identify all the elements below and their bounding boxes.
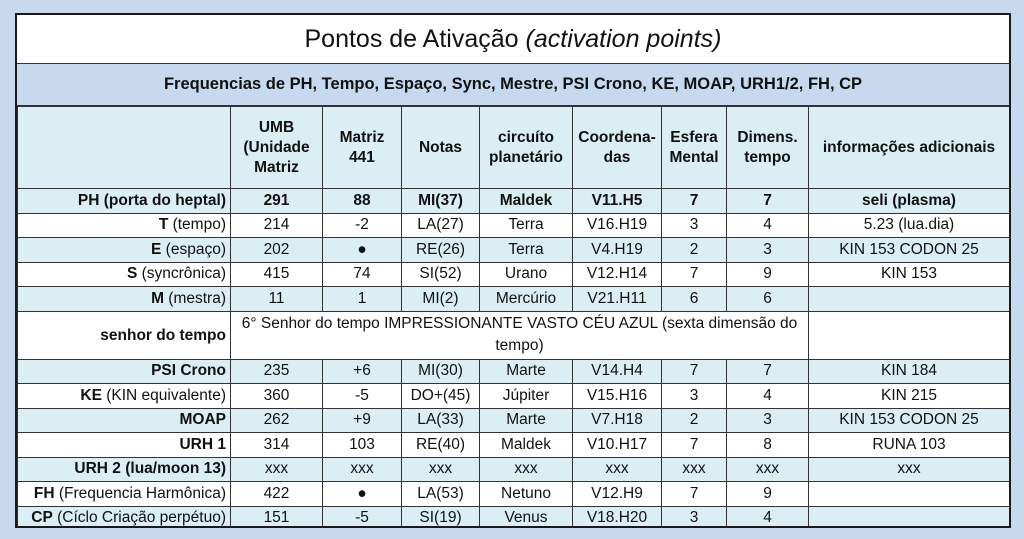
row-label-rest: (mestra) — [164, 289, 226, 307]
cell-umb: 360 — [231, 384, 323, 409]
senhor-row — [18, 311, 1010, 359]
cell-matriz: -5 — [323, 384, 402, 409]
cell-coord: V21.H11 — [573, 287, 662, 312]
row-label — [18, 213, 231, 238]
cell-matriz: 1 — [323, 287, 402, 312]
table-row — [18, 384, 1010, 409]
cell-dimens: 9 — [727, 482, 809, 507]
table-row — [18, 506, 1010, 528]
cell-matriz: -5 — [323, 506, 402, 528]
table-row — [18, 262, 1010, 287]
cell-umb: 314 — [231, 433, 323, 458]
cell-notas: MI(30) — [402, 359, 480, 384]
cell-notas: SI(19) — [402, 506, 480, 528]
cell-notas: LA(33) — [402, 408, 480, 433]
cell-umb: 11 — [231, 287, 323, 312]
cell-dimens: 4 — [727, 213, 809, 238]
header-cell: circuíto planetário — [480, 107, 573, 189]
cell-esfera: 7 — [662, 433, 727, 458]
cell-matriz: +6 — [323, 359, 402, 384]
row-label-bold: CP — [31, 509, 53, 527]
cell-coord: V12.H9 — [573, 482, 662, 507]
header-cell: Coordena-das — [573, 107, 662, 189]
row-label — [18, 482, 231, 507]
cell-coord: V18.H20 — [573, 506, 662, 528]
cell-esfera: 3 — [662, 384, 727, 409]
cell-esfera: 6 — [662, 287, 727, 312]
row-label — [18, 359, 231, 384]
header-cell — [18, 107, 231, 189]
data-table — [17, 106, 1010, 528]
activation-points-table-sheet — [15, 13, 1011, 528]
senhor-label: senhor do tempo — [18, 311, 231, 359]
cell-dimens: 6 — [727, 287, 809, 312]
cell-circuito: Terra — [480, 213, 573, 238]
cell-matriz: ● — [323, 238, 402, 263]
header-cell: Matriz 441 — [323, 107, 402, 189]
cell-esfera: xxx — [662, 457, 727, 482]
cell-umb: 422 — [231, 482, 323, 507]
header-cell: informações adicionais — [809, 107, 1010, 189]
cell-esfera: 3 — [662, 213, 727, 238]
table-row — [18, 287, 1010, 312]
cell-umb: 415 — [231, 262, 323, 287]
row-label-bold: S — [126, 265, 138, 283]
row-label — [18, 262, 231, 287]
row-label-bold: FH — [33, 484, 55, 502]
row-label-bold: KE — [80, 386, 102, 404]
cell-info: RUNA 103 — [809, 433, 1010, 458]
row-label-rest: (tempo) — [168, 216, 226, 234]
row-label-rest: (syncrônica) — [137, 265, 226, 283]
row-label-bold: E — [151, 240, 162, 258]
cell-coord: V12.H14 — [573, 262, 662, 287]
row-label — [18, 384, 231, 409]
cell-circuito: Marte — [480, 359, 573, 384]
cell-umb: 151 — [231, 506, 323, 528]
cell-coord: V16.H19 — [573, 213, 662, 238]
cell-circuito: Mercúrio — [480, 287, 573, 312]
cell-coord: xxx — [573, 457, 662, 482]
cell-matriz: ● — [323, 482, 402, 507]
row-label-bold: MOAP — [179, 411, 226, 429]
cell-dimens: xxx — [727, 457, 809, 482]
row-label — [18, 433, 231, 458]
table-row — [18, 189, 1010, 214]
row-label — [18, 506, 231, 528]
cell-circuito: Netuno — [480, 482, 573, 507]
cell-notas: LA(27) — [402, 213, 480, 238]
cell-matriz: xxx — [323, 457, 402, 482]
cell-dimens: 4 — [727, 506, 809, 528]
cell-coord: V10.H17 — [573, 433, 662, 458]
row-label — [18, 287, 231, 312]
cell-circuito: Urano — [480, 262, 573, 287]
cell-notas: MI(2) — [402, 287, 480, 312]
row-label-bold: URH 1 — [179, 435, 226, 453]
header-cell: Notas — [402, 107, 480, 189]
cell-circuito: Júpiter — [480, 384, 573, 409]
cell-umb: 214 — [231, 213, 323, 238]
cell-info — [809, 287, 1010, 312]
cell-notas: RE(26) — [402, 238, 480, 263]
header-cell: UMB (Unidade Matriz — [231, 107, 323, 189]
cell-dimens: 3 — [727, 238, 809, 263]
table-row — [18, 433, 1010, 458]
cell-dimens: 8 — [727, 433, 809, 458]
table-cell — [809, 311, 1010, 359]
cell-matriz: +9 — [323, 408, 402, 433]
table-row — [18, 457, 1010, 482]
cell-notas: RE(40) — [402, 433, 480, 458]
cell-circuito: Marte — [480, 408, 573, 433]
cell-info: KIN 153 CODON 25 — [809, 238, 1010, 263]
cell-umb: 235 — [231, 359, 323, 384]
cell-info: KIN 184 — [809, 359, 1010, 384]
table-row — [18, 408, 1010, 433]
row-label-rest: (Cíclo Criação perpétuo) — [52, 509, 226, 527]
cell-circuito: xxx — [480, 457, 573, 482]
cell-info: xxx — [809, 457, 1010, 482]
page-title — [17, 15, 1009, 64]
header-cell: Esfera Mental — [662, 107, 727, 189]
row-label — [18, 408, 231, 433]
row-label-bold: URH 2 (lua/moon 13) — [74, 460, 226, 478]
cell-esfera: 2 — [662, 238, 727, 263]
cell-matriz: 88 — [323, 189, 402, 214]
cell-umb: xxx — [231, 457, 323, 482]
header-row — [18, 107, 1010, 189]
header-cell: Dimens. tempo — [727, 107, 809, 189]
row-label-bold: PSI Crono — [151, 362, 226, 380]
cell-dimens: 9 — [727, 262, 809, 287]
title-italic: (activation points) — [525, 24, 722, 53]
cell-dimens: 7 — [727, 359, 809, 384]
table-row — [18, 359, 1010, 384]
cell-matriz: -2 — [323, 213, 402, 238]
cell-info: KIN 153 CODON 25 — [809, 408, 1010, 433]
cell-esfera: 3 — [662, 506, 727, 528]
cell-umb: 291 — [231, 189, 323, 214]
row-label-rest: (KIN equivalente) — [101, 386, 226, 404]
row-label-rest: (espaço) — [161, 240, 226, 258]
cell-umb: 202 — [231, 238, 323, 263]
cell-coord: V15.H16 — [573, 384, 662, 409]
cell-info — [809, 506, 1010, 528]
cell-esfera: 7 — [662, 359, 727, 384]
cell-dimens: 4 — [727, 384, 809, 409]
title-main: Pontos de Ativação — [304, 24, 519, 53]
cell-info: seli (plasma) — [809, 189, 1010, 214]
cell-esfera: 7 — [662, 262, 727, 287]
cell-circuito: Venus — [480, 506, 573, 528]
cell-info — [809, 482, 1010, 507]
cell-umb: 262 — [231, 408, 323, 433]
cell-notas: LA(53) — [402, 482, 480, 507]
cell-coord: V4.H19 — [573, 238, 662, 263]
cell-notas: SI(52) — [402, 262, 480, 287]
row-label-bold: PH (porta do heptal) — [77, 191, 226, 209]
table-row — [18, 213, 1010, 238]
cell-circuito: Maldek — [480, 433, 573, 458]
subtitle: Frequencias de PH, Tempo, Espaço, Sync, Mestre, PSI Crono, KE, MOAP, URH1/2, FH, CP — [17, 64, 1009, 106]
cell-info: KIN 215 — [809, 384, 1010, 409]
row-label — [18, 457, 231, 482]
cell-esfera: 2 — [662, 408, 727, 433]
cell-esfera: 7 — [662, 189, 727, 214]
cell-dimens: 3 — [727, 408, 809, 433]
cell-coord: V14.H4 — [573, 359, 662, 384]
cell-notas: DO+(45) — [402, 384, 480, 409]
cell-circuito: Maldek — [480, 189, 573, 214]
senhor-text: 6° Senhor do tempo IMPRESSIONANTE VASTO CÉU AZUL (sexta dimensão do tempo) — [231, 311, 809, 359]
table-row — [18, 238, 1010, 263]
cell-matriz: 103 — [323, 433, 402, 458]
cell-coord: V7.H18 — [573, 408, 662, 433]
cell-circuito: Terra — [480, 238, 573, 263]
table-row — [18, 482, 1010, 507]
cell-info: 5.23 (lua.dia) — [809, 213, 1010, 238]
cell-info: KIN 153 — [809, 262, 1010, 287]
cell-notas: MI(37) — [402, 189, 480, 214]
cell-dimens: 7 — [727, 189, 809, 214]
cell-matriz: 74 — [323, 262, 402, 287]
cell-coord: V11.H5 — [573, 189, 662, 214]
cell-esfera: 7 — [662, 482, 727, 507]
row-label-bold: T — [158, 216, 169, 234]
row-label — [18, 189, 231, 214]
row-label — [18, 238, 231, 263]
row-label-bold: M — [151, 289, 164, 307]
row-label-rest: (Frequencia Harmônica) — [54, 484, 226, 502]
cell-notas: xxx — [402, 457, 480, 482]
